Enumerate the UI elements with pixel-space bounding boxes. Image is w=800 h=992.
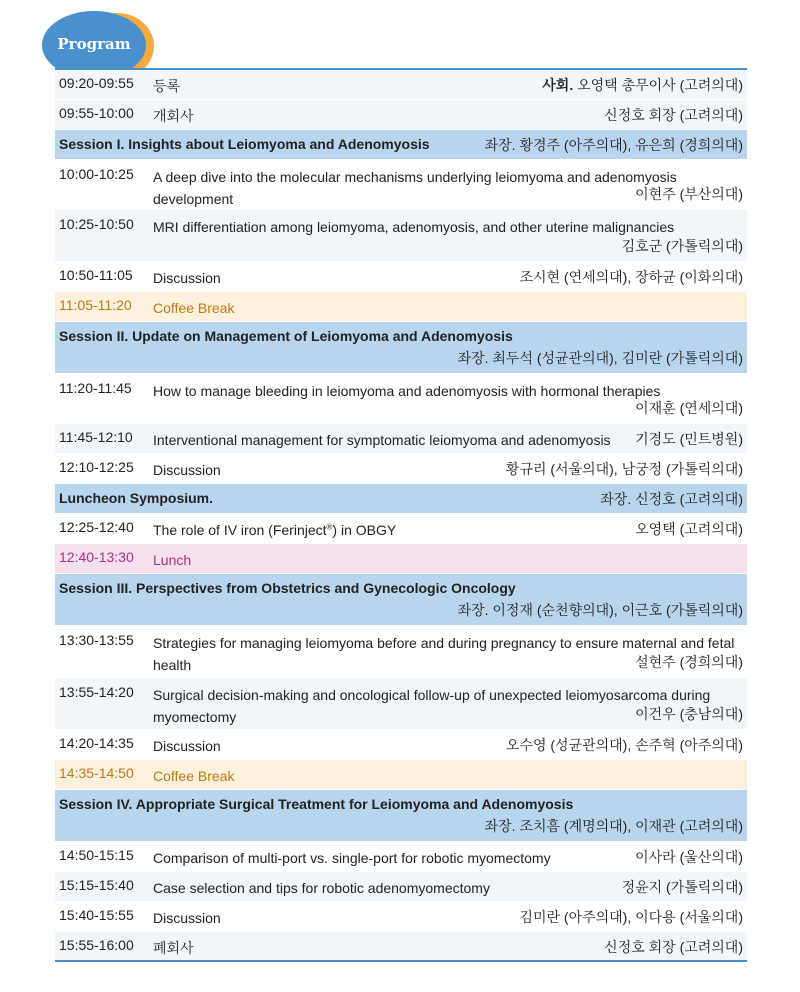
row-title: Interventional management for symptomatic leiomyoma and adenomyosis — [153, 432, 611, 448]
session-title: Session II. Update on Management of Leiomyoma and Adenomyosis — [59, 328, 513, 344]
row-time: 15:15-15:40 — [59, 877, 134, 893]
row-time: 10:50-11:05 — [59, 267, 133, 283]
session-chairs: 좌장. 황경주 (아주의대), 유은희 (경희의대) — [484, 137, 743, 153]
registered-mark: ® — [326, 522, 333, 532]
session-header — [55, 484, 747, 514]
row-title: MRI differentiation among leiomyoma, adenomyosis, and other uterine malignancies — [153, 219, 675, 235]
session-header — [55, 790, 747, 842]
session-title: Session I. Insights about Leiomyoma and Adenomyosis — [59, 136, 430, 152]
row-title: 폐회사 — [153, 940, 194, 956]
row-time: 13:30-13:55 — [59, 632, 134, 648]
program-row — [55, 210, 747, 262]
session-chairs: 좌장. 조치흠 (계명의대), 이재관 (고려의대) — [484, 818, 743, 834]
row-time: 13:55-14:20 — [59, 684, 134, 700]
program-row — [55, 70, 747, 100]
bottom-rule — [55, 960, 747, 962]
row-title: Lunch — [153, 552, 192, 568]
row-speaker: 이사라 (울산의대) — [635, 849, 743, 865]
row-title: Discussion — [153, 462, 221, 478]
row-time: 11:20-11:45 — [59, 380, 132, 396]
row-time: 09:55-10:00 — [59, 105, 134, 121]
program-row — [55, 842, 747, 872]
row-time: 14:20-14:35 — [59, 735, 134, 751]
row-time: 12:40-13:30 — [59, 549, 134, 565]
row-time: 09:20-09:55 — [59, 75, 134, 91]
row-title: Discussion — [153, 738, 221, 754]
row-time: 11:45-12:10 — [59, 429, 133, 445]
moderator-label: 사회. — [542, 77, 574, 93]
row-speaker: 신정호 회장 (고려의대) — [604, 939, 743, 955]
row-title: Discussion — [153, 910, 221, 926]
row-title: 개회사 — [153, 108, 194, 124]
row-title: Coffee Break — [153, 768, 235, 784]
row-time: 14:35-14:50 — [59, 765, 134, 781]
row-speaker: 이건우 (충남의대) — [635, 706, 743, 722]
row-speaker: 오수영 (성균관의대), 손주혁 (아주의대) — [505, 737, 743, 753]
program-row — [55, 160, 747, 210]
row-title: Strategies for managing leiomyoma before and during pregnancy to ensure maternal and fetal health — [153, 635, 735, 673]
row-speaker: 김미란 (아주의대), 이다용 (서울의대) — [519, 909, 743, 925]
session-header — [55, 574, 747, 626]
moderator-name: 오영택 총무이사 (고려의대) — [577, 77, 743, 93]
row-speaker: 이현주 (부산의대) — [635, 186, 743, 202]
program-row — [55, 932, 747, 962]
badge-label: Program — [57, 35, 131, 53]
row-time: 14:50-15:15 — [59, 847, 134, 863]
coffee-break-row — [55, 760, 747, 790]
row-speaker: 황규리 (서울의대), 남궁정 (가톨릭의대) — [505, 461, 743, 477]
row-speaker: 정윤지 (가톨릭의대) — [621, 879, 743, 895]
program-row — [55, 100, 747, 130]
row-title: Case selection and tips for robotic adenomyomectomy — [153, 880, 490, 896]
session-chairs: 좌장. 이정재 (순천향의대), 이근호 (가톨릭의대) — [457, 602, 743, 618]
row-time: 10:00-10:25 — [59, 166, 134, 182]
row-speaker: 설현주 (경희의대) — [635, 654, 743, 670]
program-row — [55, 514, 747, 544]
session-header — [55, 322, 747, 374]
program-row — [55, 262, 747, 292]
coffee-break-row — [55, 292, 747, 322]
session-chairs: 좌장. 최두석 (성균관의대), 김미란 (가톨릭의대) — [457, 350, 743, 366]
program-row — [55, 454, 747, 484]
program-row — [55, 872, 747, 902]
row-speaker: 이재훈 (연세의대) — [635, 400, 743, 416]
row-time: 15:40-15:55 — [59, 907, 134, 923]
row-title: Coffee Break — [153, 300, 235, 316]
row-speaker — [542, 75, 743, 95]
row-speaker: 김호군 (가톨릭의대) — [621, 238, 743, 254]
row-title: Discussion — [153, 270, 221, 286]
row-speaker: 신정호 회장 (고려의대) — [604, 107, 743, 123]
program-row — [55, 730, 747, 760]
session-title: Session III. Perspectives from Obstetrics and Gynecologic Oncology — [59, 580, 516, 596]
program-table — [55, 70, 747, 962]
row-time: 10:25-10:50 — [59, 216, 134, 232]
row-title-text: The role of IV iron (Ferinject — [153, 522, 327, 538]
row-time: 12:10-12:25 — [59, 459, 134, 475]
program-row — [55, 374, 747, 424]
session-chairs: 좌장. 신정호 (고려의대) — [600, 491, 743, 507]
row-title: Comparison of multi-port vs. single-port for robotic myomectomy — [153, 850, 551, 866]
session-header — [55, 130, 747, 160]
row-speaker: 오영택 (고려의대) — [635, 521, 743, 537]
row-title-text: ) in OBGY — [332, 522, 397, 538]
row-title: 등록 — [153, 78, 181, 94]
row-time: 11:05-11:20 — [59, 297, 132, 313]
row-time: 12:25-12:40 — [59, 519, 134, 535]
row-title: How to manage bleeding in leiomyoma and adenomyosis with hormonal therapies — [153, 383, 661, 399]
row-speaker: 조시현 (연세의대), 장하균 (이화의대) — [519, 269, 743, 285]
session-title: Session IV. Appropriate Surgical Treatment for Leiomyoma and Adenomyosis — [59, 796, 574, 812]
program-row — [55, 678, 747, 730]
row-title: A deep dive into the molecular mechanisms underlying leiomyoma and adenomyosis development — [153, 169, 677, 207]
row-title: Surgical decision-making and oncological follow-up of unexpected leiomyosarcoma during myomectomy — [153, 687, 711, 725]
program-row — [55, 424, 747, 454]
lunch-row — [55, 544, 747, 574]
row-time: 15:55-16:00 — [59, 937, 134, 953]
program-row — [55, 626, 747, 678]
row-speaker: 기경도 (민트병원) — [635, 431, 743, 447]
program-row — [55, 902, 747, 932]
session-title: Luncheon Symposium. — [59, 490, 214, 506]
